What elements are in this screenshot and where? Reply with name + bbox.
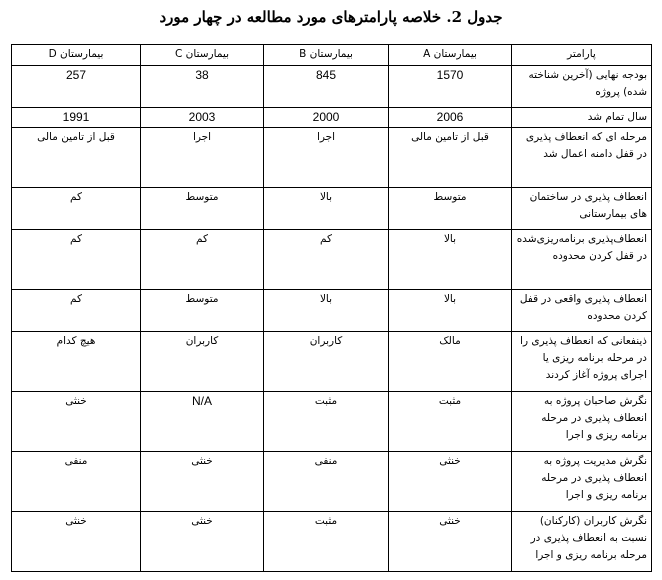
cell-hospital-a: بالا <box>389 230 512 290</box>
cell-hospital-c: کاربران <box>141 332 264 392</box>
cell-hospital-b: 845 <box>264 66 389 108</box>
cell-hospital-c: کم <box>141 230 264 290</box>
header-row <box>12 45 652 66</box>
parameters-table <box>11 44 652 572</box>
cell-hospital-d: کم <box>12 230 141 290</box>
row-label: نگرش صاحبان پروژه به انعطاف پذیری در مرحله برنامه ریزی و اجرا <box>512 392 652 452</box>
table-row <box>12 512 652 572</box>
cell-hospital-b: منفی <box>264 452 389 512</box>
table-row <box>12 66 652 108</box>
table-row <box>12 452 652 512</box>
table-row <box>12 188 652 230</box>
cell-hospital-c: 38 <box>141 66 264 108</box>
cell-hospital-c: N/A <box>141 392 264 452</box>
cell-hospital-a: خنثی <box>389 452 512 512</box>
cell-hospital-b: کاربران <box>264 332 389 392</box>
row-label: انعطاف پذیری در ساختمان های بیمارستانی <box>512 188 652 230</box>
header-hospital-b: بیمارستان B <box>264 45 389 66</box>
cell-hospital-d: 257 <box>12 66 141 108</box>
header-hospital-a: بیمارستان A <box>389 45 512 66</box>
cell-hospital-a: 1570 <box>389 66 512 108</box>
cell-hospital-d: منفی <box>12 452 141 512</box>
header-hospital-c: بیمارستان C <box>141 45 264 66</box>
cell-hospital-a: 2006 <box>389 108 512 128</box>
cell-hospital-d: خنثی <box>12 512 141 572</box>
row-label: انعطاف‌پذیری برنامه‌ریزی‌شده در قفل کردن محدوده <box>512 230 652 290</box>
cell-hospital-b: مثبت <box>264 512 389 572</box>
cell-hospital-b: 2000 <box>264 108 389 128</box>
table-caption: جدول 2. خلاصه پارامترهای مورد مطالعه در چهار مورد <box>159 8 503 26</box>
cell-hospital-a: متوسط <box>389 188 512 230</box>
cell-hospital-c: متوسط <box>141 290 264 332</box>
cell-hospital-d: هیچ کدام <box>12 332 141 392</box>
cell-hospital-d: کم <box>12 188 141 230</box>
row-label: نگرش مدیریت پروژه به انعطاف پذیری در مرحله برنامه ریزی و اجرا <box>512 452 652 512</box>
cell-hospital-d: خنثی <box>12 392 141 452</box>
cell-hospital-c: خنثی <box>141 512 264 572</box>
cell-hospital-b: بالا <box>264 188 389 230</box>
table-row <box>12 332 652 392</box>
cell-hospital-b: مثبت <box>264 392 389 452</box>
cell-hospital-b: بالا <box>264 290 389 332</box>
cell-hospital-a: خنثی <box>389 512 512 572</box>
cell-hospital-c: متوسط <box>141 188 264 230</box>
cell-hospital-a: مثبت <box>389 392 512 452</box>
cell-hospital-b: اجرا <box>264 128 389 188</box>
row-label: سال تمام شد <box>512 108 652 128</box>
row-label: بودجه نهایی (آخرین شناخته شده) پروژه <box>512 66 652 108</box>
row-label: انعطاف پذیری واقعی در قفل کردن محدوده <box>512 290 652 332</box>
cell-hospital-a: مالک <box>389 332 512 392</box>
cell-hospital-d: کم <box>12 290 141 332</box>
cell-hospital-c: 2003 <box>141 108 264 128</box>
cell-hospital-b: کم <box>264 230 389 290</box>
row-label: نگرش کاربران (کارکنان) نسبت به انعطاف پذیری در مرحله برنامه ریزی و اجرا <box>512 512 652 572</box>
row-label: ذینفعانی که انعطاف پذیری را در مرحله برنامه ریزی یا اجرای پروژه آغاز کردند <box>512 332 652 392</box>
header-parameter: پارامتر <box>512 45 652 66</box>
row-label: مرحله ای که انعطاف پذیری در قفل دامنه اعمال شد <box>512 128 652 188</box>
table-row <box>12 290 652 332</box>
cell-hospital-a: قبل از تامین مالی <box>389 128 512 188</box>
header-hospital-d: بیمارستان D <box>12 45 141 66</box>
cell-hospital-a: بالا <box>389 290 512 332</box>
table-row <box>12 230 652 290</box>
table-row <box>12 108 652 128</box>
cell-hospital-c: خنثی <box>141 452 264 512</box>
cell-hospital-c: اجرا <box>141 128 264 188</box>
cell-hospital-d: 1991 <box>12 108 141 128</box>
cell-hospital-d: قبل از تامین مالی <box>12 128 141 188</box>
table-row <box>12 128 652 188</box>
table-row <box>12 392 652 452</box>
